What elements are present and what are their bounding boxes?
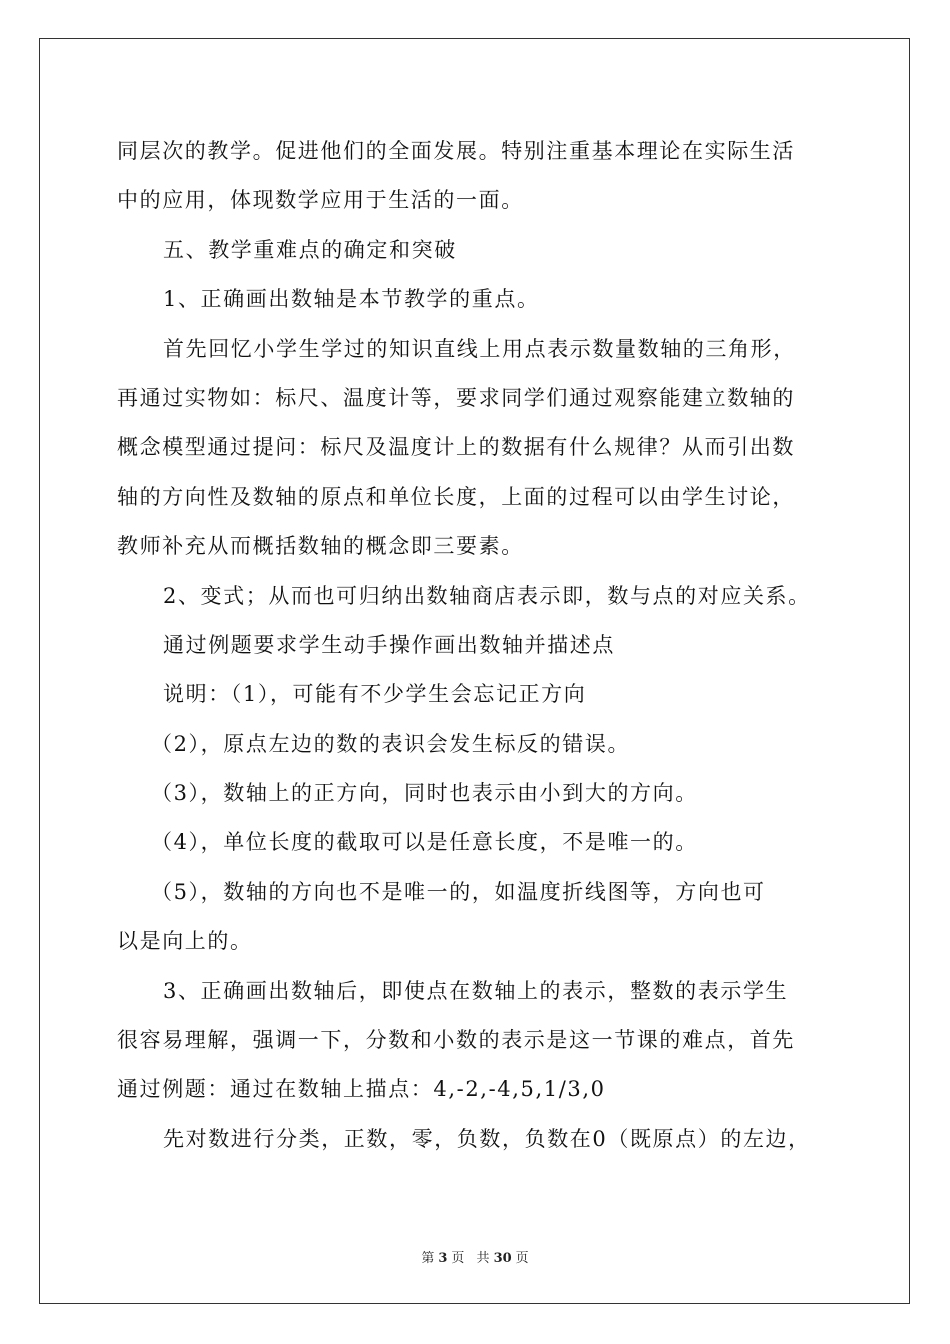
text-line: 3、正确画出数轴后，即使点在数轴上的表示，整数的表示学生 bbox=[163, 978, 789, 1003]
text-line: 教师补充从而概括数轴的概念即三要素。 bbox=[117, 534, 524, 559]
text-line: 再通过实物如：标尺、温度计等，要求同学们通过观察能建立数轴的 bbox=[117, 385, 795, 410]
text-line: 以是向上的。 bbox=[117, 929, 253, 954]
document-body bbox=[117, 127, 837, 1164]
text-line: 通过例题要求学生动手操作画出数轴并描述点 bbox=[163, 632, 615, 657]
page-footer bbox=[0, 1247, 950, 1266]
text-line: 首先回忆小学生学过的知识直线上用点表示数量数轴的三角形， bbox=[163, 336, 796, 361]
text-line: 说明：（1），可能有不少学生会忘记正方向 bbox=[163, 682, 587, 707]
text-line: 轴的方向性及数轴的原点和单位长度，上面的过程可以由学生讨论， bbox=[117, 484, 795, 509]
text-line: 中的应用，体现数学应用于生活的一面。 bbox=[117, 188, 524, 213]
page-number: 第 3 页 bbox=[421, 1251, 465, 1266]
text-line: 概念模型通过提问：标尺及温度计上的数据有什么规律？从而引出数 bbox=[117, 435, 795, 460]
text-line: （4），单位长度的截取可以是任意长度，不是唯一的。 bbox=[151, 830, 698, 855]
text-line: 2、变式；从而也可归纳出数轴商店表示即，数与点的对应关系。 bbox=[163, 583, 811, 608]
text-line: （5），数轴的方向也不是唯一的，如温度折线图等，方向也可 bbox=[151, 879, 766, 904]
page-total: 共 30 页 bbox=[476, 1251, 529, 1266]
text-line: （2），原点左边的数的表识会发生标反的错误。 bbox=[151, 731, 631, 756]
text-line: 很容易理解，强调一下，分数和小数的表示是这一节课的难点，首先 bbox=[117, 1028, 795, 1053]
text-line: 先对数进行分类，正数，零，负数，负数在0（既原点）的左边， bbox=[163, 1126, 811, 1151]
text-line: （3），数轴上的正方向，同时也表示由小到大的方向。 bbox=[151, 781, 698, 806]
text-line: 通过例题：通过在数轴上描点：4,-2,-4,5,1/3,0 bbox=[117, 1077, 606, 1102]
text-line: 同层次的教学。促进他们的全面发展。特别注重基本理论在实际生活 bbox=[117, 139, 795, 163]
section-heading: 五、教学重难点的确定和突破 bbox=[163, 237, 457, 262]
text-line: 1、正确画出数轴是本节教学的重点。 bbox=[163, 287, 540, 312]
